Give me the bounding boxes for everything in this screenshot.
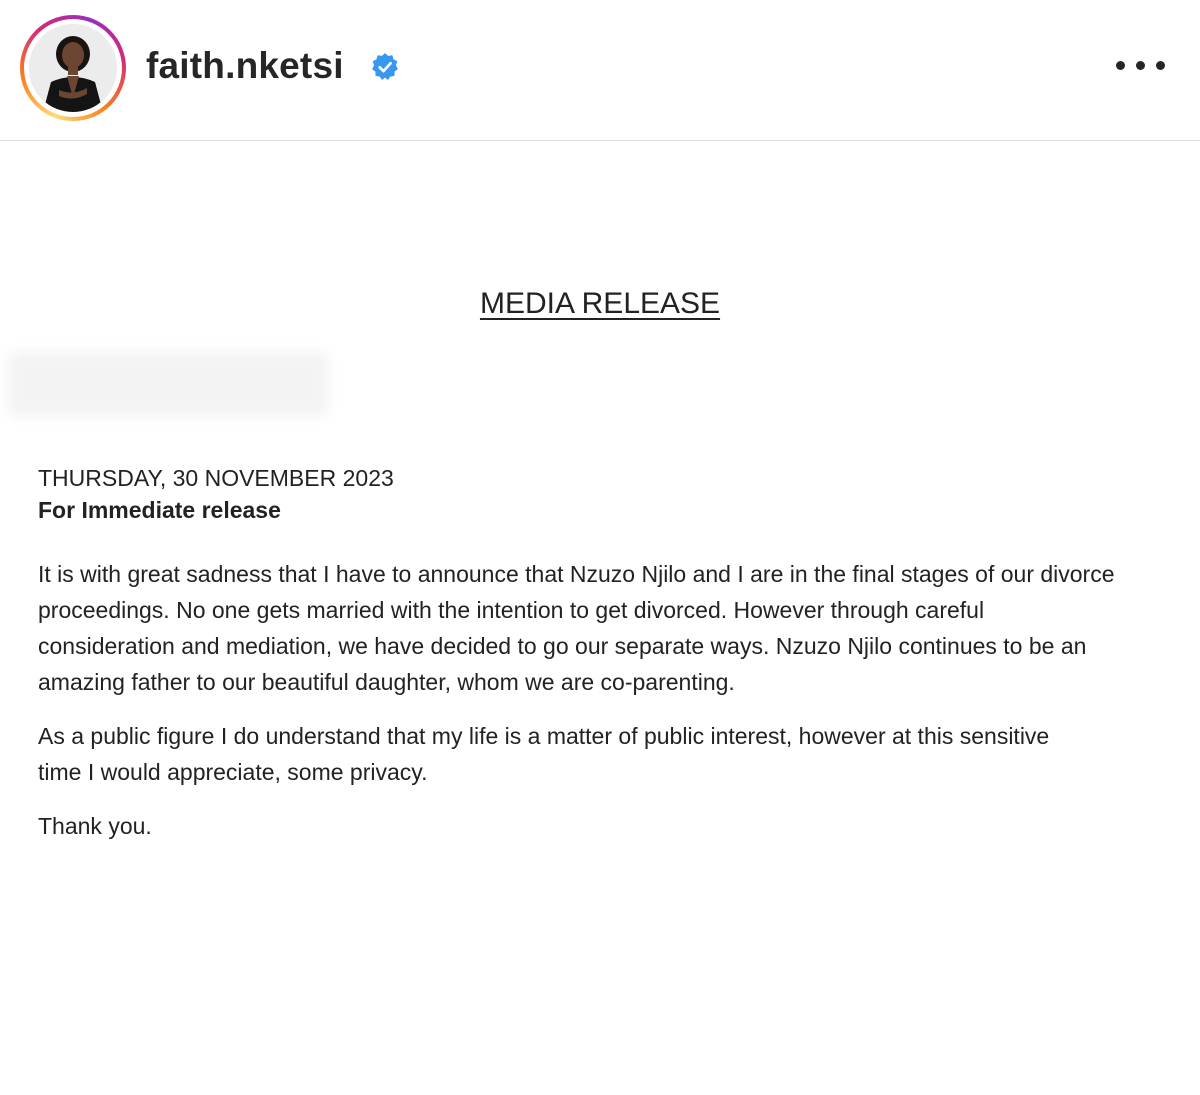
dot [1156,61,1165,70]
avatar[interactable] [29,24,117,112]
verified-badge-icon [370,52,400,82]
username[interactable]: faith.nketsi [146,45,344,86]
document-paragraph: It is with great sadness that I have to announce that Nzuzo Njilo and I are in the final stages of our divorce proceedings. No one gets married with the intention to get divorced. However through careful consideration and mediation, we have decided to go our separate ways. Nzuzo Njilo continues to be an amazing father to our beautiful daughter, whom we are co-parenting. [38,561,1115,695]
post-image-document [0,142,1200,1095]
story-ring[interactable] [20,15,126,121]
document-date: THURSDAY, 30 NOVEMBER 2023 [38,465,394,491]
document-subtitle: For Immediate release [38,497,281,523]
document-paragraph: Thank you. [38,813,152,839]
profile-photo-icon [29,24,117,112]
dot [1136,61,1145,70]
post-header [0,0,1200,141]
blurred-region [8,352,328,416]
dot [1116,61,1125,70]
more-options-icon[interactable] [1110,48,1170,84]
document-title: MEDIA RELEASE [479,287,721,320]
document-paragraph: As a public figure I do understand that my life is a matter of public interest, however at this sensitive time I would appreciate, some privacy. [38,723,1050,785]
